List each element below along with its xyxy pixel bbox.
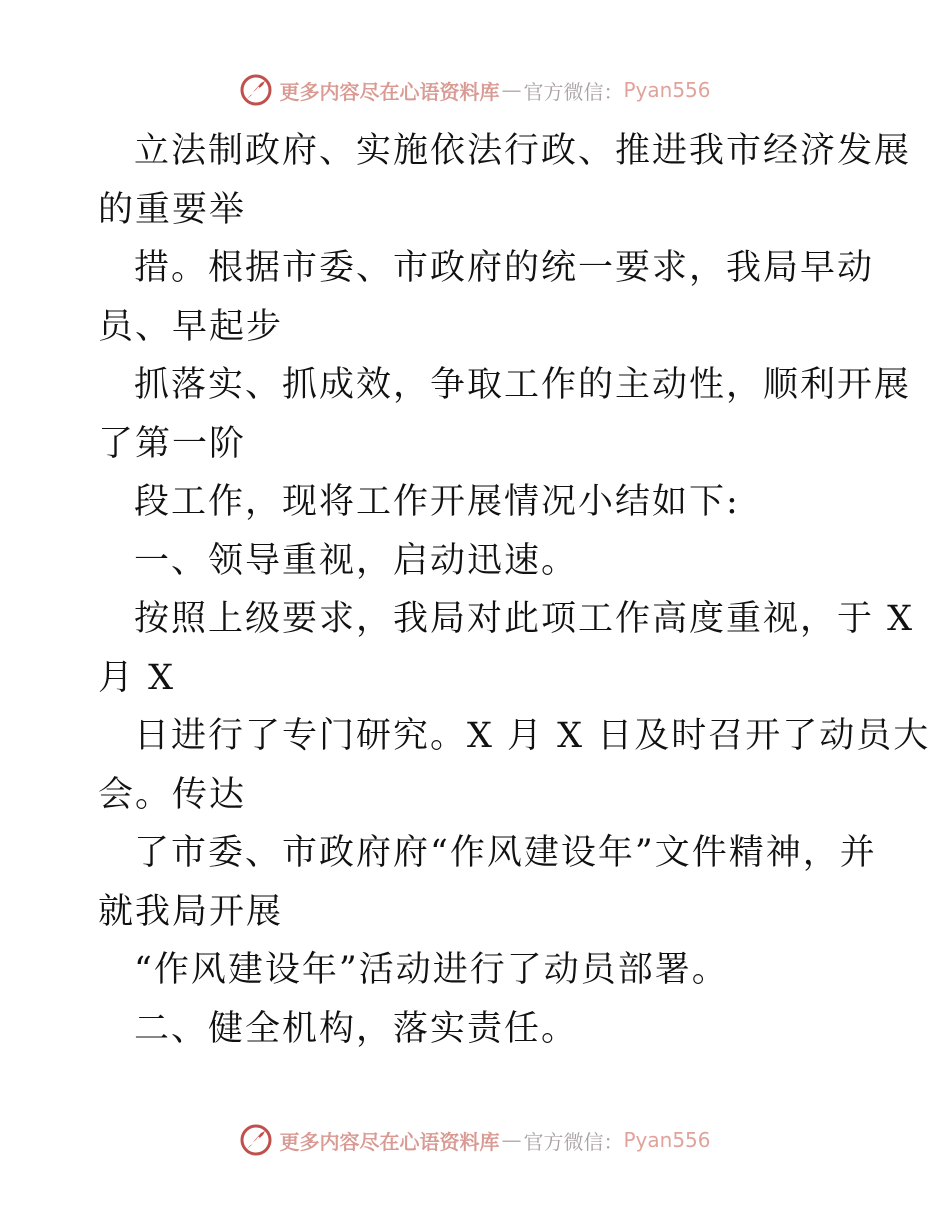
quill-pen-logo-icon xyxy=(239,73,273,107)
watermark-separator: — xyxy=(501,1128,522,1152)
paragraph-line: “作风建设年”活动进行了动员部署。 xyxy=(134,950,729,990)
document-body xyxy=(98,122,931,1058)
paragraph-line: 措。根据市委、市政府的统一要求，我局早动 xyxy=(134,248,875,288)
paragraph-line: 月 X xyxy=(98,657,176,698)
paragraph-line: 段工作，现将工作开展情况小结如下: xyxy=(134,482,740,522)
paragraph-line: 就我局开展 xyxy=(98,891,284,932)
paragraph-line: 了第一阶 xyxy=(98,423,247,464)
quill-pen-logo-icon xyxy=(239,1123,273,1157)
paragraph-line: 抓落实、抓成效，争取工作的主动性，顺利开展 xyxy=(134,365,912,405)
footer-watermark xyxy=(0,1120,950,1160)
paragraph-line: 会。传达 xyxy=(98,774,247,815)
watermark-brand-text: 更多内容尽在心语资料库 xyxy=(279,1129,500,1154)
watermark-wechat-id: Pyan556 xyxy=(623,1128,711,1152)
paragraph-line: 日进行了专门研究。X 月 X 日及时召开了动员大 xyxy=(134,716,931,756)
paragraph-line: 的重要举 xyxy=(98,189,247,230)
watermark-wechat-id: Pyan556 xyxy=(623,78,711,102)
header-watermark xyxy=(0,70,950,110)
paragraph-line: 立法制政府、实施依法行政、推进我市经济发展 xyxy=(134,131,912,171)
section-heading: 二、健全机构，落实责任。 xyxy=(134,1008,579,1049)
section-heading: 一、领导重视，启动迅速。 xyxy=(134,540,579,581)
watermark-wechat-label: 官方微信： xyxy=(523,1129,624,1154)
watermark-separator: — xyxy=(501,78,522,102)
paragraph-line: 了市委、市政府府“作风建设年”文件精神，并 xyxy=(134,833,877,873)
watermark-wechat-label: 官方微信： xyxy=(523,79,624,104)
paragraph-line: 员、早起步 xyxy=(98,306,284,347)
watermark-brand-text: 更多内容尽在心语资料库 xyxy=(279,79,500,104)
paragraph-line: 按照上级要求，我局对此项工作高度重视，于 X xyxy=(134,599,915,639)
